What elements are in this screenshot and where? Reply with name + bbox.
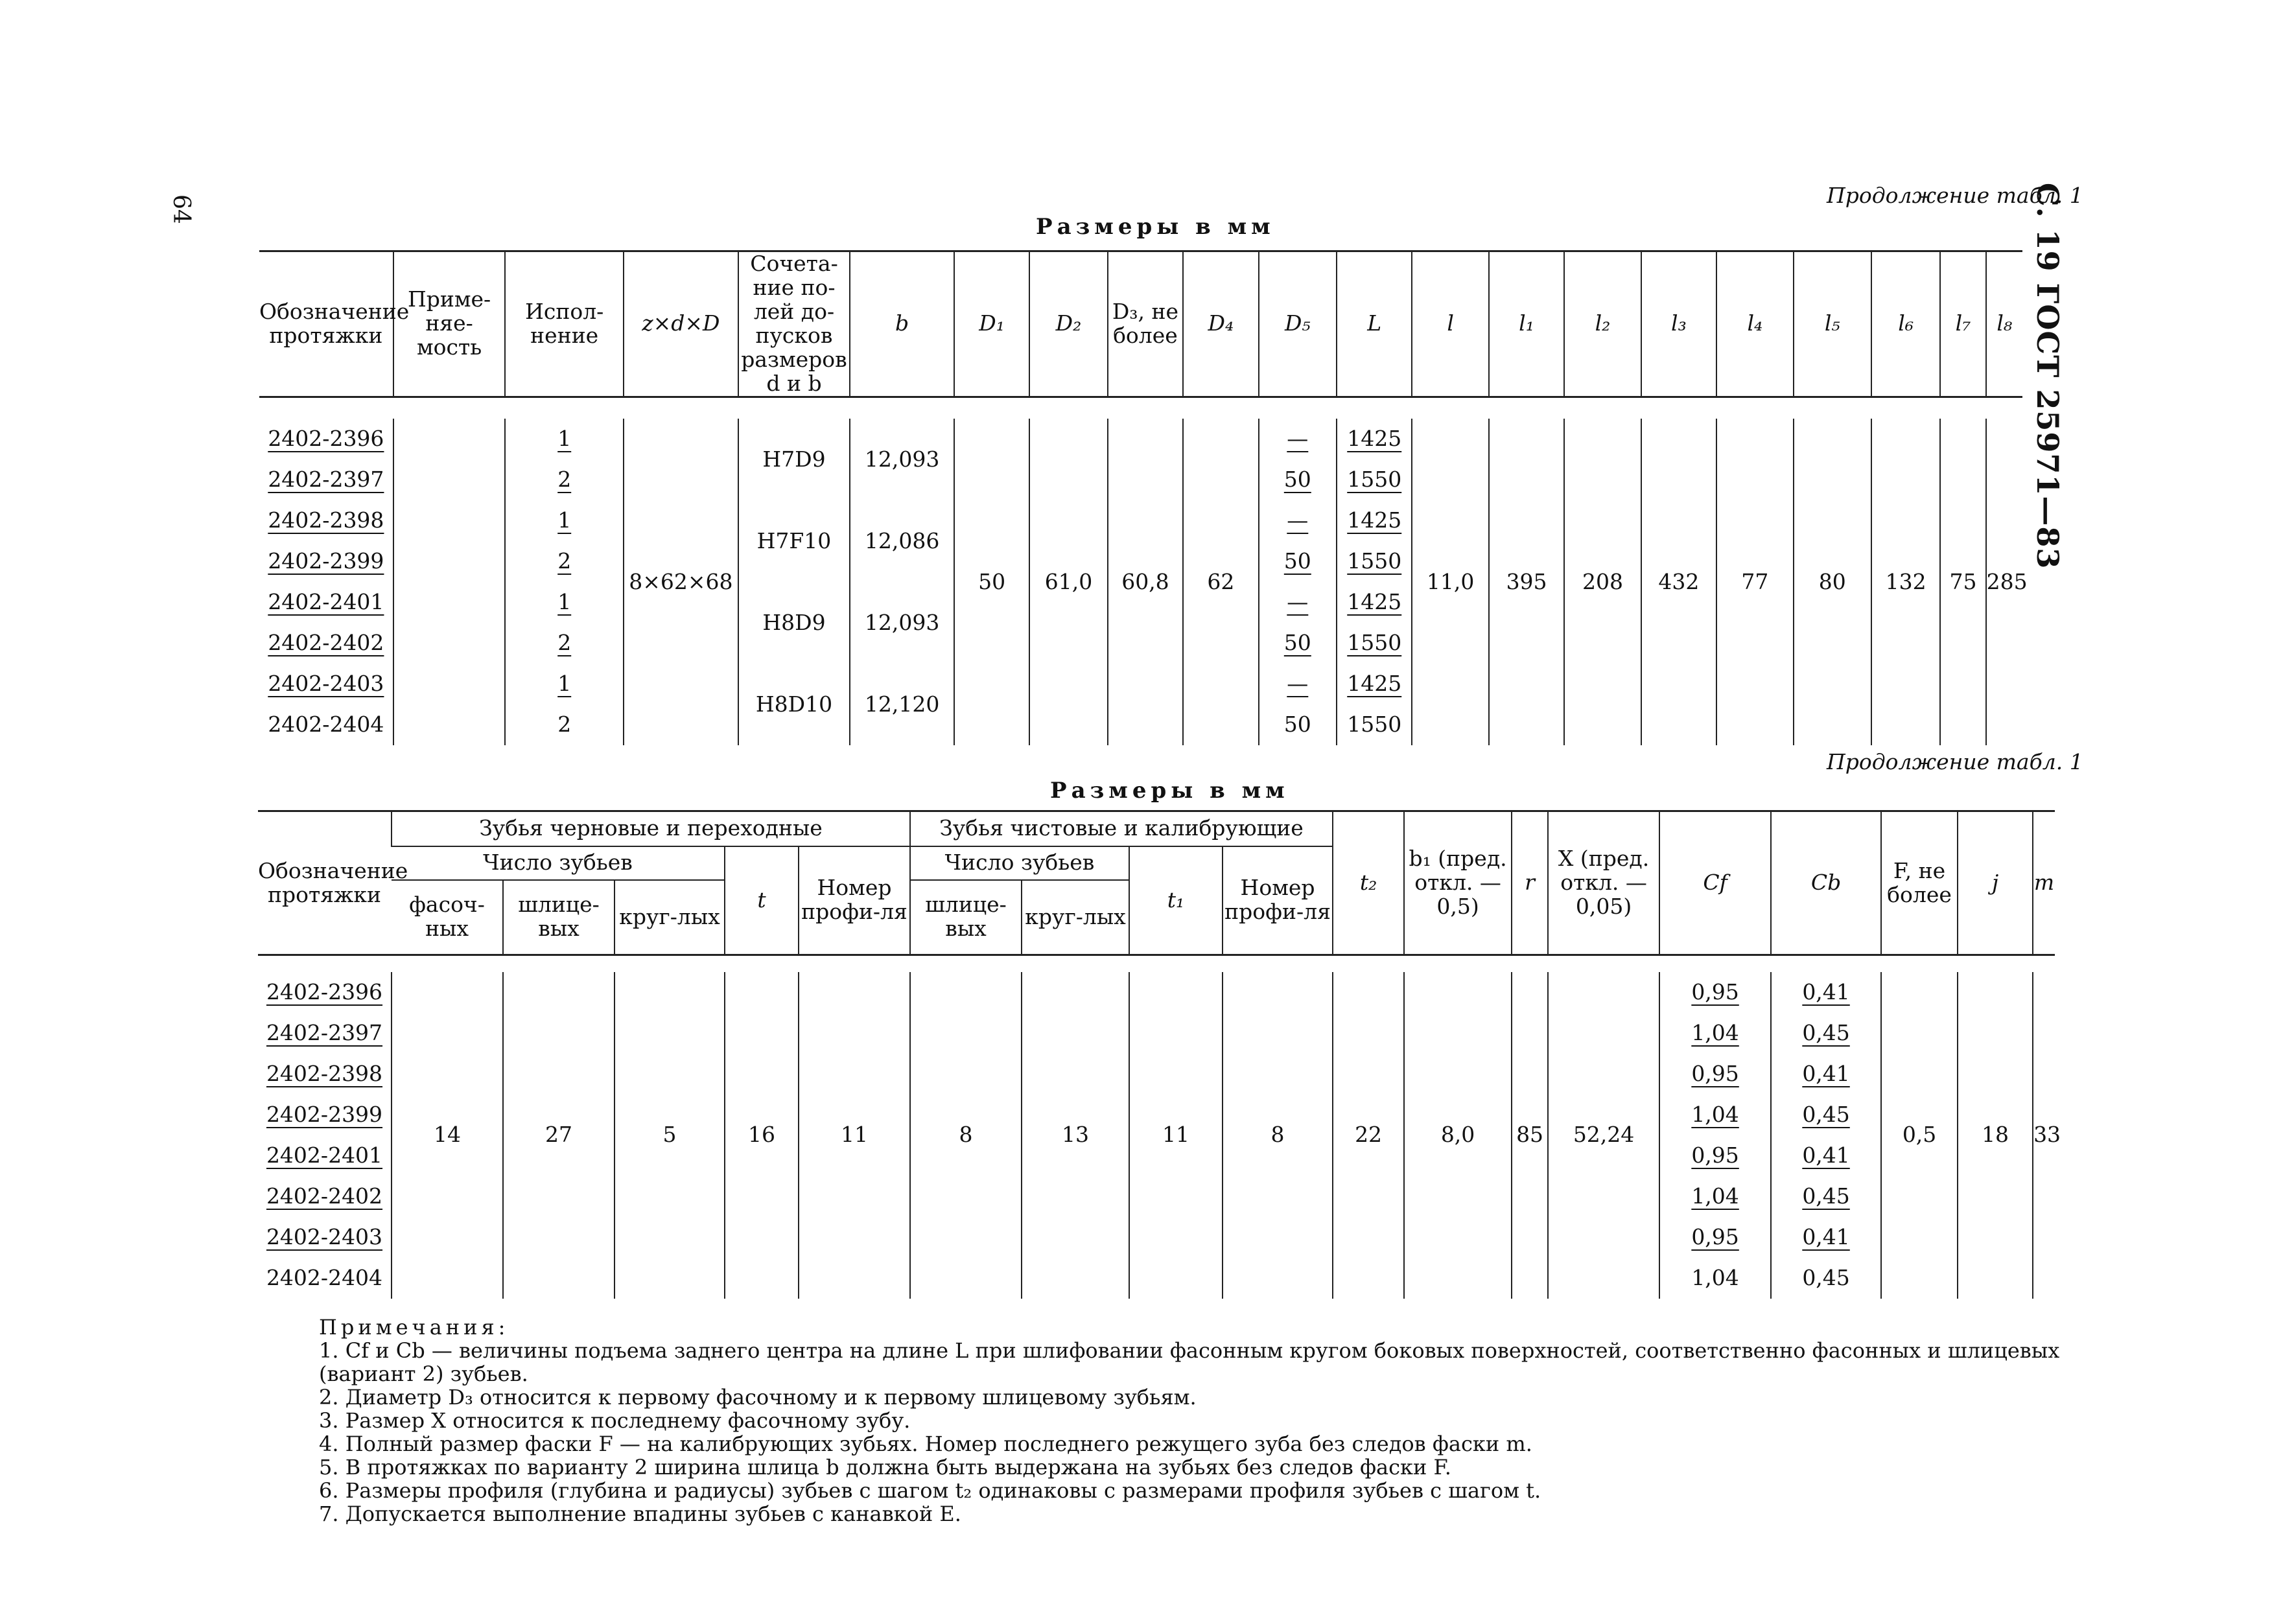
- t2-r: 85: [1512, 972, 1548, 1299]
- t2-header-finish-count: Число зубьев: [910, 846, 1129, 880]
- t1-row-designation: 2402-2397: [268, 467, 384, 493]
- t1-row-applicability: [393, 582, 506, 623]
- t1-b: 12,120: [850, 664, 954, 745]
- t1-row-applicability: [393, 541, 506, 582]
- t2-header-j: j: [1958, 811, 2033, 955]
- t2-row-Cf: 0,95: [1659, 1054, 1771, 1095]
- t2-header-profile-no: Номер профи-ля: [799, 846, 910, 955]
- t2-header-rough-count: Число зубьев: [392, 846, 725, 880]
- t1-header-D2: D₂: [1029, 251, 1107, 397]
- table1: [259, 250, 2028, 745]
- t2-t: 16: [725, 972, 799, 1299]
- t1-row-D5: —: [1259, 582, 1337, 623]
- t1-fields: H7D9: [738, 419, 850, 500]
- t1-header-l1: l₁: [1489, 251, 1564, 397]
- t2-row-Cb: 0,45: [1771, 1176, 1881, 1217]
- t2-finish-profile-no: 8: [1223, 972, 1333, 1299]
- note-item: 5. В протяжках по варианту 2 ширина шлица b должна быть выдержана на зубьях без следов фаски F.: [319, 1455, 1451, 1479]
- t2-header-t2: t₂: [1333, 811, 1404, 955]
- t1-header-l3: l₃: [1641, 251, 1716, 397]
- t2-row-Cf: 0,95: [1659, 1135, 1771, 1176]
- t2-row-designation: 2402-2396: [266, 979, 383, 1004]
- t2-row-designation: 2402-2398: [266, 1060, 383, 1086]
- t1-fields: H7F10: [738, 500, 850, 582]
- t1-b: 12,093: [850, 419, 954, 500]
- t1-row-L: 1550: [1337, 623, 1412, 664]
- notes: [319, 1316, 2069, 1525]
- table2-units: Размеры в мм: [1050, 778, 1289, 804]
- t1-row-version: 2: [505, 704, 624, 745]
- t1-header-l8: l₈: [1986, 251, 2022, 397]
- t1-l5: 80: [1794, 419, 1871, 745]
- t2-header-finish-profile-no: Номер профи-ля: [1223, 846, 1333, 955]
- t2-profile-no: 11: [799, 972, 910, 1299]
- t2-row-Cb: 0,45: [1771, 1013, 1881, 1054]
- t1-D2: 61,0: [1029, 419, 1107, 745]
- t1-row-applicability: [393, 500, 506, 541]
- t1-header-D1: D₁: [954, 251, 1029, 397]
- t1-header-D3: D₃, не более: [1108, 251, 1183, 397]
- t2-row-Cb: 0,41: [1771, 1217, 1881, 1258]
- t2-row-designation: 2402-2399: [266, 1101, 383, 1127]
- t2-header-designation: Обозначение протяжки: [258, 857, 408, 907]
- t1-header-zdD: z×d×D: [624, 251, 738, 397]
- t1-l1: 395: [1489, 419, 1564, 745]
- t1-row-designation: 2402-2396: [268, 426, 384, 452]
- t1-row-version: 2: [505, 459, 624, 500]
- t2-row-designation: 2402-2397: [266, 1019, 383, 1045]
- t1-b: 12,086: [850, 500, 954, 582]
- t1-row-D5: —: [1259, 664, 1337, 704]
- t1-header-designation: Обозначение протяжки: [259, 298, 410, 348]
- t1-D1: 50: [954, 419, 1029, 745]
- t1-row-designation: 2402-2398: [268, 507, 384, 533]
- t2-header-rough-group: Зубья черновые и переходные: [392, 811, 910, 846]
- t2-row-Cf: 1,04: [1659, 1013, 1771, 1054]
- t1-header-D5: D₅: [1259, 251, 1337, 397]
- t1-header-applicability: Приме-няе-мость: [393, 251, 506, 397]
- note-item: 7. Допускается выполнение впадины зубьев с канавкой E.: [319, 1502, 961, 1526]
- notes-title: Примечания:: [319, 1315, 509, 1340]
- t2-header-X: X (пред. откл. —0,05): [1548, 811, 1659, 955]
- t1-row-applicability: [393, 459, 506, 500]
- t2-header-finish-spline: шлице-вых: [910, 880, 1022, 955]
- t1-row-L: 1425: [1337, 664, 1412, 704]
- t1-row-L: 1425: [1337, 500, 1412, 541]
- t1-row-designation: 2402-2404: [268, 712, 384, 737]
- t1-row-L: 1550: [1337, 541, 1412, 582]
- t2-finish-round: 13: [1022, 972, 1129, 1299]
- t1-header-l5: l₅: [1794, 251, 1871, 397]
- t1-row-designation: 2402-2403: [268, 671, 384, 697]
- note-item: 1. Cf и Cb — величины подъема заднего центра на длине L при шлифовании фасонным кругом боковых поверхностей, соответственно фасонных и шлицевых (вариант 2) зубьев.: [319, 1338, 2060, 1386]
- t2-row-Cb: 0,41: [1771, 1054, 1881, 1095]
- t2-header-round: круг-лых: [615, 880, 725, 955]
- t2-row-Cf: 0,95: [1659, 1217, 1771, 1258]
- t2-header-t1: t₁: [1129, 846, 1223, 955]
- standard-header: С. 19 ГОСТ 25971—83: [2030, 183, 2065, 570]
- t1-row-applicability: [393, 623, 506, 664]
- table2: [258, 810, 2061, 1299]
- t2-round: 5: [615, 972, 725, 1299]
- t2-header-r: r: [1512, 811, 1548, 955]
- table1-continuation: Продолжение табл. 1: [1827, 183, 2083, 208]
- t1-row-D5: 50: [1259, 459, 1337, 500]
- t2-row-Cb: 0,41: [1771, 972, 1881, 1013]
- t1-zdD: 8×62×68: [624, 419, 738, 745]
- t1-D3: 60,8: [1108, 419, 1183, 745]
- t1-header-D4: D₄: [1183, 251, 1258, 397]
- t1-row-designation: 2402-2402: [268, 630, 384, 656]
- t1-row-L: 1550: [1337, 704, 1412, 745]
- t2-header-F: F, не более: [1881, 811, 1958, 955]
- t1-b: 12,093: [850, 582, 954, 664]
- t1-l: 11,0: [1412, 419, 1488, 745]
- t2-t1: 11: [1129, 972, 1223, 1299]
- t2-row-designation: 2402-2404: [266, 1264, 383, 1290]
- t1-fields: H8D9: [738, 582, 850, 664]
- t2-row-Cf: 1,04: [1659, 1095, 1771, 1135]
- t2-header-Cf: Cf: [1659, 811, 1771, 955]
- t2-row-Cb: 0,41: [1771, 1135, 1881, 1176]
- t2-row-designation: 2402-2403: [266, 1224, 383, 1249]
- t2-m: 33: [2033, 972, 2055, 1299]
- t1-l6: 132: [1871, 419, 1940, 745]
- t1-header-version: Испол-нение: [505, 251, 624, 397]
- t1-header-l2: l₂: [1564, 251, 1641, 397]
- t1-header-L: L: [1337, 251, 1412, 397]
- t2-spline: 27: [503, 972, 615, 1299]
- t1-header-b: b: [850, 251, 954, 397]
- t1-header-l6: l₆: [1871, 251, 1940, 397]
- t1-row-version: 1: [505, 664, 624, 704]
- page-number: 64: [168, 194, 194, 224]
- t1-row-L: 1425: [1337, 582, 1412, 623]
- t1-row-L: 1425: [1337, 419, 1412, 459]
- note-item: 3. Размер X относится к последнему фасочному зубу.: [319, 1408, 911, 1433]
- t1-D4: 62: [1183, 419, 1258, 745]
- t2-finish-spline: 8: [910, 972, 1022, 1299]
- t1-row-designation: 2402-2401: [268, 589, 384, 615]
- t2-F: 0,5: [1881, 972, 1958, 1299]
- t2-j: 18: [1958, 972, 2033, 1299]
- t2-row-Cb: 0,45: [1771, 1258, 1881, 1299]
- t2-row-Cf: 1,04: [1659, 1258, 1771, 1299]
- t1-header-l4: l₄: [1716, 251, 1793, 397]
- t1-header-fields: Сочета-ние по-лей до-пусков размеров d и b: [738, 251, 850, 397]
- t1-row-applicability: [393, 704, 506, 745]
- t1-row-D5: —: [1259, 419, 1337, 459]
- t2-b1: 8,0: [1404, 972, 1512, 1299]
- t1-row-version: 2: [505, 541, 624, 582]
- note-item: 4. Полный размер фаски F — на калибрующих зубьях. Номер последнего режущего зуба без следов фаски m.: [319, 1432, 1532, 1456]
- t2-t2: 22: [1333, 972, 1404, 1299]
- t1-l7: 75: [1940, 419, 1985, 745]
- t1-header-l: l: [1412, 251, 1488, 397]
- note-item: 6. Размеры профиля (глубина и радиусы) зубьев с шагом t₂ одинаковы с размерами профиля зубьев с шагом t.: [319, 1478, 1541, 1503]
- t1-header-l7: l₇: [1940, 251, 1985, 397]
- t1-row-D5: —: [1259, 500, 1337, 541]
- t2-header-m: m: [2033, 811, 2055, 955]
- t1-row-D5: 50: [1259, 623, 1337, 664]
- t1-l8: 285: [1986, 419, 2022, 745]
- t2-row-Cf: 1,04: [1659, 1176, 1771, 1217]
- t1-l3: 432: [1641, 419, 1716, 745]
- t1-row-version: 1: [505, 419, 624, 459]
- t1-row-applicability: [393, 419, 506, 459]
- t1-row-version: 2: [505, 623, 624, 664]
- t1-l4: 77: [1716, 419, 1793, 745]
- t2-chamfer: 14: [392, 972, 503, 1299]
- table2-continuation: Продолжение табл. 1: [1827, 749, 2083, 774]
- t2-header-finish-round: круг-лых: [1022, 880, 1129, 955]
- t2-header-b1: b₁ (пред. откл. —0,5): [1404, 811, 1512, 955]
- t1-row-designation: 2402-2399: [268, 548, 384, 574]
- t1-row-D5: 50: [1259, 704, 1337, 745]
- t1-l2: 208: [1564, 419, 1641, 745]
- t2-row-Cf: 0,95: [1659, 972, 1771, 1013]
- t2-header-chamfer: фасоч-ных: [409, 892, 485, 942]
- t1-fields: H8D10: [738, 664, 850, 745]
- t1-row-applicability: [393, 664, 506, 704]
- t1-row-version: 1: [505, 500, 624, 541]
- t2-header-finish-group: Зубья чистовые и калибрующие: [910, 811, 1333, 846]
- t2-header-spline: шлице-вых: [503, 880, 615, 955]
- table1-units: Размеры в мм: [1036, 214, 1275, 240]
- t2-header-t: t: [725, 846, 799, 955]
- t2-X: 52,24: [1548, 972, 1659, 1299]
- t1-row-D5: 50: [1259, 541, 1337, 582]
- t2-row-designation: 2402-2402: [266, 1183, 383, 1209]
- t1-row-version: 1: [505, 582, 624, 623]
- t2-row-designation: 2402-2401: [266, 1142, 383, 1168]
- t2-header-Cb: Cb: [1771, 811, 1881, 955]
- t1-row-L: 1550: [1337, 459, 1412, 500]
- note-item: 2. Диаметр D₃ относится к первому фасочному и к первому шлицевому зубьям.: [319, 1385, 1197, 1409]
- t2-row-Cb: 0,45: [1771, 1095, 1881, 1135]
